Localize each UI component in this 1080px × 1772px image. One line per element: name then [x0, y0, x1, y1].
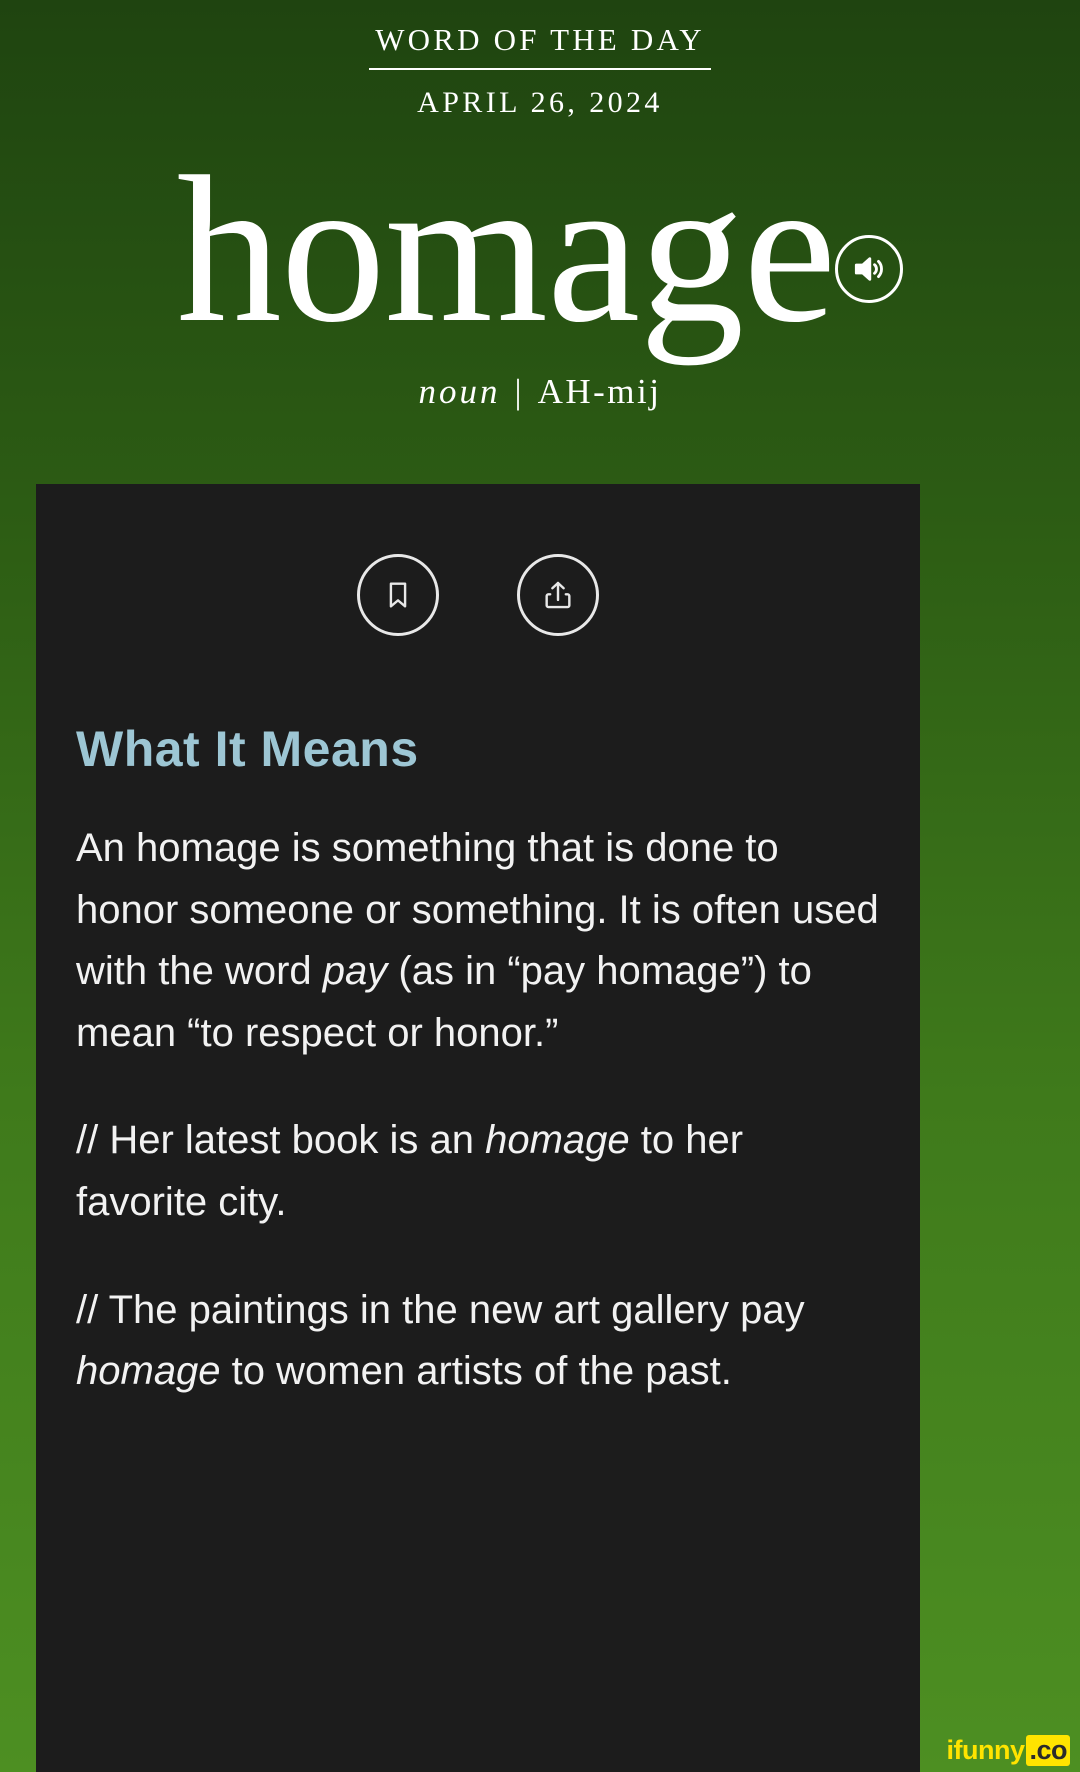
- example-sentence: // The paintings in the new art gallery pay homage to women artists of the past.: [76, 1287, 805, 1394]
- definition-text: An homage is something that is done to honor someone or something. It is often used with the word pay (as in “pay homage”) to mean “to respect or honor.”: [76, 826, 879, 1055]
- action-bar: [36, 484, 920, 636]
- definition-card: [36, 484, 920, 1772]
- share-icon[interactable]: [517, 554, 599, 636]
- example-sentence: // Her latest book is an homage to her favorite city.: [76, 1118, 744, 1224]
- page-title: WORD OF THE DAY: [369, 22, 711, 70]
- watermark-suffix: .co: [1026, 1735, 1070, 1766]
- pron-separator: |: [514, 371, 524, 411]
- respelling: AH-mij: [537, 371, 662, 411]
- ifunny-watermark: [946, 1735, 1070, 1766]
- header: [0, 0, 1080, 412]
- watermark-name: ifunny: [946, 1735, 1025, 1765]
- pronunciation-line: [0, 372, 1080, 412]
- bookmark-icon[interactable]: [357, 554, 439, 636]
- headword: homage: [176, 134, 836, 366]
- section-title: What It Means: [76, 721, 419, 777]
- speaker-icon[interactable]: [835, 235, 903, 303]
- word-row: [0, 134, 1080, 366]
- part-of-speech: noun: [418, 371, 501, 411]
- date-label: APRIL 26, 2024: [417, 86, 663, 119]
